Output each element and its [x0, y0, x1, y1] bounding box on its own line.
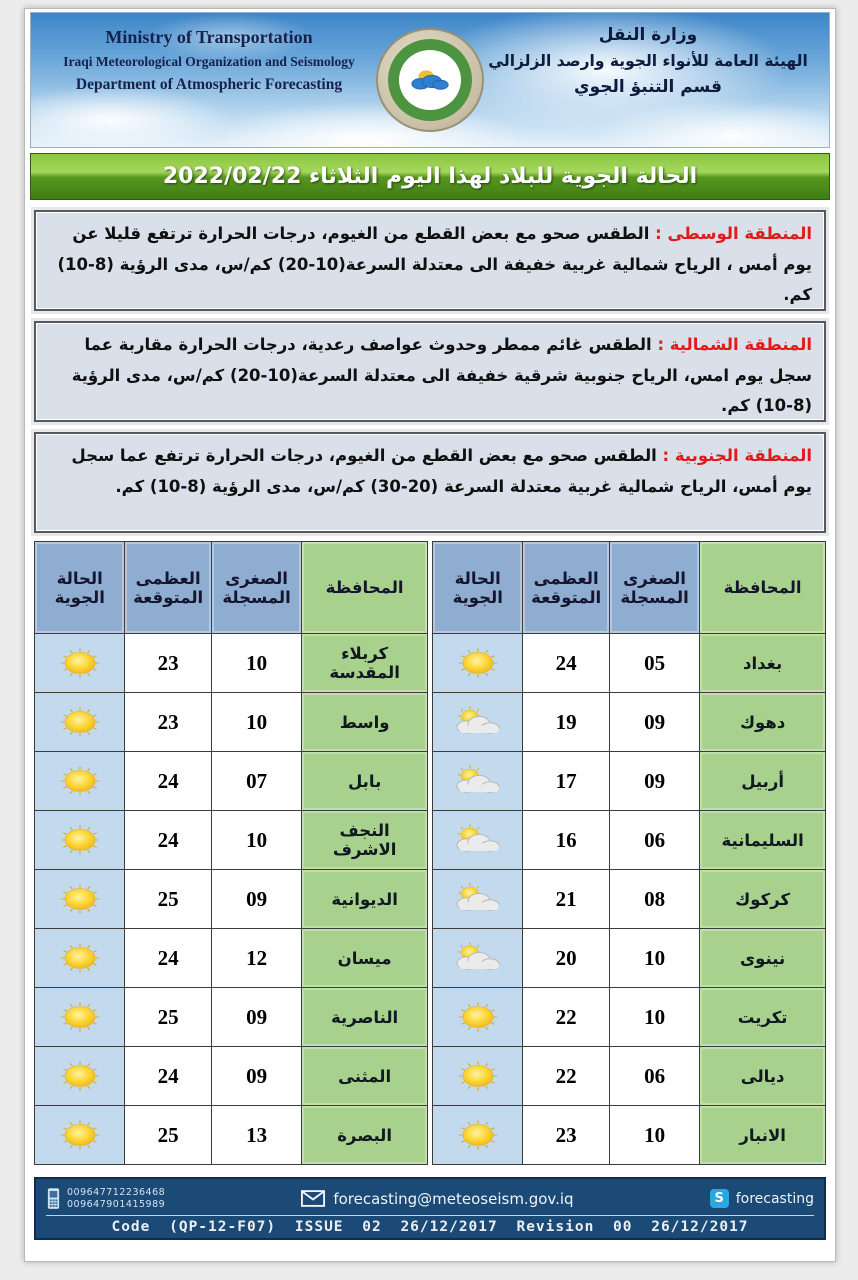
document-page: [24, 8, 836, 1262]
department-name-en: Department of Atmospheric Forecasting: [75, 76, 343, 93]
table-row: [35, 693, 428, 752]
weather-icon: [433, 822, 522, 858]
table-row: [35, 929, 428, 988]
weather-icon: [35, 1058, 124, 1094]
weather-icon-cell: [433, 1106, 523, 1165]
header-max-expected: العظمى المتوقعة: [125, 542, 211, 634]
sun-icon: [54, 1117, 106, 1153]
table-row: [433, 634, 826, 693]
city-cell: الناصرية: [302, 988, 428, 1047]
weather-icon-cell: [35, 929, 125, 988]
min-temp-cell: 12: [211, 929, 301, 988]
max-temp-cell: 25: [125, 988, 211, 1047]
weather-icon-cell: [433, 929, 523, 988]
min-temp-cell: 05: [609, 634, 699, 693]
min-temp-cell: 08: [609, 870, 699, 929]
min-temp-cell: 13: [211, 1106, 301, 1165]
weather-icon-cell: [35, 1047, 125, 1106]
city-cell: ميسان: [302, 929, 428, 988]
governorate-tables: [34, 541, 826, 1165]
min-temp-cell: 06: [609, 1047, 699, 1106]
min-temp-cell: 10: [609, 1106, 699, 1165]
region-text-southern: الطقس صحو مع بعض القطع من الغيوم، درجات الحرارة ترتفع عما سجل يوم أمس، الرياح شمالية غربية معتدلة السرعة (20-30) كم/س، مدى الرؤية (8-10) كم.: [71, 446, 812, 496]
max-temp-cell: 22: [523, 988, 609, 1047]
weather-icon-cell: [35, 752, 125, 811]
min-temp-cell: 10: [609, 929, 699, 988]
mobile-phone-icon: [46, 1187, 61, 1210]
weather-icon: [433, 645, 522, 681]
sun-icon: [452, 645, 504, 681]
city-cell: كربلاء المقدسة: [302, 634, 428, 693]
weather-icon: [35, 940, 124, 976]
header-weather-condition: الحالة الجوية: [35, 542, 125, 634]
weather-icon-cell: [433, 988, 523, 1047]
max-temp-cell: 23: [125, 634, 211, 693]
weather-icon: [35, 1117, 124, 1153]
min-temp-cell: 09: [609, 752, 699, 811]
weather-icon-cell: [433, 752, 523, 811]
skype-username: forecasting: [735, 1190, 814, 1207]
sun-icon: [452, 1117, 504, 1153]
max-temp-cell: 16: [523, 811, 609, 870]
table-row: [433, 870, 826, 929]
contact-row: [46, 1182, 814, 1215]
partly-cloudy-icon: [452, 704, 504, 740]
forecast-southern-region: [34, 432, 826, 533]
sun-icon: [54, 763, 106, 799]
city-cell: السليمانية: [700, 811, 826, 870]
weather-icon: [433, 1117, 522, 1153]
city-cell: الديوانية: [302, 870, 428, 929]
min-temp-cell: 06: [609, 811, 699, 870]
table-row: [433, 1106, 826, 1165]
partly-cloudy-icon: [452, 822, 504, 858]
max-temp-cell: 22: [523, 1047, 609, 1106]
table-row: [35, 752, 428, 811]
report-title-bar: [30, 153, 830, 200]
phone-number-2: 009647901415989: [67, 1198, 166, 1210]
city-cell: بابل: [302, 752, 428, 811]
partly-cloudy-icon: [452, 881, 504, 917]
meteorological-organization-logo: [376, 28, 484, 132]
max-temp-cell: 24: [125, 929, 211, 988]
table-row: [433, 811, 826, 870]
weather-icon: [433, 763, 522, 799]
table-header-row: [35, 542, 428, 634]
weather-icon-cell: [35, 1106, 125, 1165]
city-cell: تكريت: [700, 988, 826, 1047]
max-temp-cell: 23: [523, 1106, 609, 1165]
city-cell: ديالى: [700, 1047, 826, 1106]
max-temp-cell: 17: [523, 752, 609, 811]
weather-icon: [433, 1058, 522, 1094]
region-label-central: المنطقة الوسطى :: [649, 224, 812, 243]
partly-cloudy-icon: [452, 763, 504, 799]
ministry-name-en: Ministry of Transportation: [105, 27, 313, 47]
max-temp-cell: 24: [125, 752, 211, 811]
sun-icon: [54, 822, 106, 858]
phone-number-1: 009647712236468: [67, 1186, 166, 1198]
sun-icon: [54, 940, 106, 976]
weather-icon-cell: [433, 693, 523, 752]
table-row: [35, 634, 428, 693]
max-temp-cell: 20: [523, 929, 609, 988]
min-temp-cell: 10: [609, 988, 699, 1047]
sun-icon: [452, 1058, 504, 1094]
partly-cloudy-icon: [452, 940, 504, 976]
header-governorate: المحافظة: [700, 542, 826, 634]
weather-icon: [433, 940, 522, 976]
region-text-northern: الطقس غائم ممطر وحدوث عواصف رعدية، درجات الحرارة مقاربة عما سجل يوم امس، الرياح جنوبية شرقية خفيفة الى معتدلة السرعة(10-20) كم/س، مدى الرؤية (8-10) كم.: [71, 335, 812, 416]
sun-icon: [54, 881, 106, 917]
report-title: الحالة الجوية للبلاد لهذا اليوم الثلاثاء 2022/02/22: [162, 164, 698, 189]
region-label-northern: المنطقة الشمالية :: [651, 335, 812, 354]
envelope-icon: [301, 1190, 325, 1207]
weather-icon: [433, 881, 522, 917]
forecast-northern-region: [34, 321, 826, 422]
city-cell: بغداد: [700, 634, 826, 693]
table-row: [433, 752, 826, 811]
max-temp-cell: 25: [125, 1106, 211, 1165]
phone-contact: [46, 1187, 165, 1211]
sun-icon: [54, 999, 106, 1035]
contact-footer: [34, 1177, 826, 1240]
table-header-row: [433, 542, 826, 634]
document-code-line: Code (QP-12-F07) ISSUE 02 26/12/2017 Revision 00 26/12/2017: [46, 1215, 814, 1236]
min-temp-cell: 09: [211, 870, 301, 929]
weather-icon: [35, 645, 124, 681]
min-temp-cell: 09: [609, 693, 699, 752]
max-temp-cell: 25: [125, 870, 211, 929]
org-name-arabic: [483, 25, 813, 97]
min-temp-cell: 07: [211, 752, 301, 811]
table-row: [433, 693, 826, 752]
max-temp-cell: 24: [125, 1047, 211, 1106]
header-max-expected: العظمى المتوقعة: [523, 542, 609, 634]
weather-icon: [35, 881, 124, 917]
organization-name-en: Iraqi Meteorological Organization and Seismology: [63, 54, 355, 69]
organization-name-ar: الهيئة العامة للأنواء الجوية وارصد الزلزالي: [488, 52, 808, 70]
weather-icon-cell: [35, 634, 125, 693]
email-contact: [301, 1190, 573, 1208]
city-cell: النجف الاشرف: [302, 811, 428, 870]
weather-icon: [433, 704, 522, 740]
temperature-table-left: [34, 541, 428, 1165]
min-temp-cell: 09: [211, 988, 301, 1047]
table-row: [35, 988, 428, 1047]
table-row: [433, 929, 826, 988]
header-weather-condition: الحالة الجوية: [433, 542, 523, 634]
weather-icon-cell: [35, 988, 125, 1047]
sun-icon: [452, 999, 504, 1035]
min-temp-cell: 10: [211, 634, 301, 693]
header-min-recorded: الصغرى المسجلة: [211, 542, 301, 634]
table-row: [35, 1047, 428, 1106]
weather-icon-cell: [35, 811, 125, 870]
max-temp-cell: 23: [125, 693, 211, 752]
city-cell: أربيل: [700, 752, 826, 811]
skype-contact: [710, 1189, 814, 1208]
max-temp-cell: 24: [523, 634, 609, 693]
table-row: [433, 1047, 826, 1106]
phone-numbers: [67, 1187, 165, 1211]
sun-icon: [54, 1058, 106, 1094]
region-label-southern: المنطقة الجنوبية :: [656, 446, 812, 465]
weather-icon: [35, 822, 124, 858]
header-min-recorded: الصغرى المسجلة: [609, 542, 699, 634]
logo-cloud-sun-icon: [407, 65, 453, 95]
weather-icon-cell: [35, 693, 125, 752]
table-row: [35, 811, 428, 870]
max-temp-cell: 24: [125, 811, 211, 870]
max-temp-cell: 21: [523, 870, 609, 929]
min-temp-cell: 10: [211, 693, 301, 752]
weather-icon: [35, 763, 124, 799]
min-temp-cell: 10: [211, 811, 301, 870]
weather-icon: [35, 999, 124, 1035]
weather-icon-cell: [433, 634, 523, 693]
max-temp-cell: 19: [523, 693, 609, 752]
weather-icon: [433, 999, 522, 1035]
table-row: [433, 988, 826, 1047]
sun-icon: [54, 704, 106, 740]
ministry-name-ar: وزارة النقل: [598, 25, 698, 45]
header-governorate: المحافظة: [302, 542, 428, 634]
city-cell: كركوك: [700, 870, 826, 929]
weather-icon-cell: [433, 811, 523, 870]
weather-icon-cell: [433, 1047, 523, 1106]
table-row: [35, 1106, 428, 1165]
city-cell: الانبار: [700, 1106, 826, 1165]
logo-inner-ring: [388, 39, 472, 121]
region-text-central: الطقس صحو مع بعض القطع من الغيوم، درجات الحرارة ترتفع قليلا عن يوم أمس ، الرياح شمالية غربية خفيفة الى معتدلة السرعة(10-20) كم/س، مدى الرؤية (8-10) كم.: [57, 224, 812, 305]
city-cell: المثنى: [302, 1047, 428, 1106]
weather-icon-cell: [35, 870, 125, 929]
city-cell: دهوك: [700, 693, 826, 752]
city-cell: واسط: [302, 693, 428, 752]
letterhead: [30, 12, 830, 148]
weather-icon-cell: [433, 870, 523, 929]
temperature-table-right: [432, 541, 826, 1165]
department-name-ar: قسم التنبؤ الجوي: [574, 77, 722, 97]
city-cell: نينوى: [700, 929, 826, 988]
weather-icon: [35, 704, 124, 740]
min-temp-cell: 09: [211, 1047, 301, 1106]
table-row: [35, 870, 428, 929]
skype-icon: S: [710, 1189, 729, 1208]
forecast-central-region: [34, 210, 826, 311]
email-address: forecasting@meteoseism.gov.iq: [333, 1189, 574, 1208]
city-cell: البصرة: [302, 1106, 428, 1165]
org-name-english: [49, 27, 369, 94]
sun-icon: [54, 645, 106, 681]
